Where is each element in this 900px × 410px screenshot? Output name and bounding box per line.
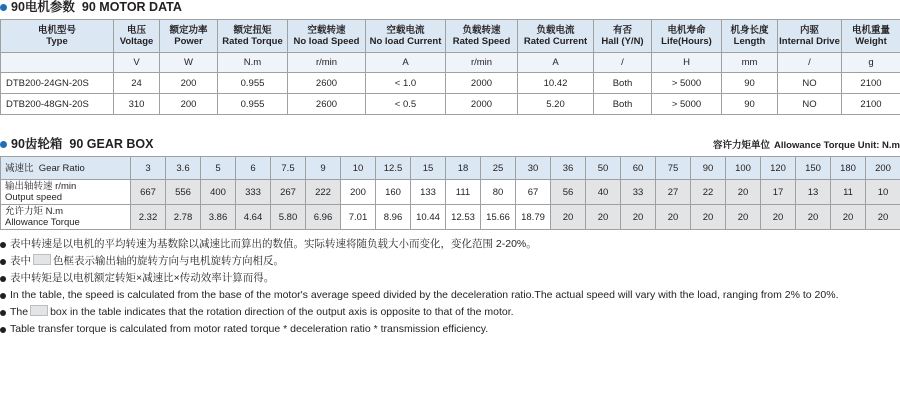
motor-header-cell xyxy=(114,20,160,53)
gear-ratio-cell: 15 xyxy=(411,157,446,180)
motor-header-cell xyxy=(1,20,114,53)
motor-header-cell xyxy=(842,20,900,53)
label-en: Allowance Torque xyxy=(5,217,80,228)
output-speed-cell: 11 xyxy=(831,180,866,205)
output-speed-cell: 556 xyxy=(166,180,201,205)
unit-cell: r/min xyxy=(446,53,518,73)
header-en: Rated Speed xyxy=(452,36,511,47)
gear-ratio-label xyxy=(1,157,131,180)
note-bullet-icon xyxy=(0,242,6,248)
output-speed-cell: 40 xyxy=(586,180,621,205)
gear-ratio-row xyxy=(1,157,900,180)
note-bullet-icon xyxy=(0,310,6,316)
unit-cell: A xyxy=(518,53,594,73)
motor-cell: 2100 xyxy=(842,73,900,94)
allowance-torque-cell: 15.66 xyxy=(481,205,516,230)
header-cn: 电机型号 xyxy=(37,25,76,36)
gear-section-heading xyxy=(0,137,153,151)
allowance-torque-cell: 20 xyxy=(726,205,761,230)
note-item xyxy=(0,271,900,286)
output-speed-cell: 13 xyxy=(796,180,831,205)
gear-ratio-cell: 100 xyxy=(726,157,761,180)
note-text xyxy=(10,254,900,269)
header-cn: 电机寿命 xyxy=(667,25,706,36)
motor-cell: 310 xyxy=(114,94,160,115)
note-bullet-icon xyxy=(0,276,6,282)
output-speed-cell: 67 xyxy=(516,180,551,205)
motor-data-table xyxy=(0,19,900,115)
header-en: Voltage xyxy=(119,36,154,47)
output-speed-cell: 111 xyxy=(446,180,481,205)
gear-ratio-cell: 10 xyxy=(341,157,376,180)
motor-cell: NO xyxy=(778,73,842,94)
gear-ratio-cell: 60 xyxy=(621,157,656,180)
unit-cell: H xyxy=(652,53,722,73)
note-text: Table transfer torque is calculated from motor rated torque * deceleration ratio * transmission efficiency. xyxy=(10,323,489,335)
output-speed-label xyxy=(1,180,131,205)
header-en: No load Current xyxy=(369,36,442,47)
note-item xyxy=(0,237,900,252)
output-speed-cell: 133 xyxy=(411,180,446,205)
unit-cell: / xyxy=(594,53,652,73)
allowance-torque-cell: 10.44 xyxy=(411,205,446,230)
motor-header-cell xyxy=(218,20,288,53)
header-en: No load Speed xyxy=(293,36,360,47)
color-swatch-icon xyxy=(30,305,48,316)
header-cn: 机身长度 xyxy=(730,25,769,36)
output-speed-cell: 400 xyxy=(201,180,236,205)
output-speed-cell: 200 xyxy=(341,180,376,205)
motor-model-cell: DTB200-24GN-20S xyxy=(1,73,114,94)
motor-header-cell xyxy=(446,20,518,53)
output-speed-cell: 160 xyxy=(376,180,411,205)
header-cn: 空载转速 xyxy=(307,25,346,36)
label-en: Gear Ratio xyxy=(38,162,85,174)
note-item xyxy=(0,305,900,320)
output-speed-cell: 56 xyxy=(551,180,586,205)
gear-ratio-cell: 50 xyxy=(586,157,621,180)
motor-header-cell xyxy=(288,20,366,53)
allowance-torque-cell: 20 xyxy=(866,205,900,230)
unit-note-cn: 容许力矩单位 xyxy=(713,140,771,151)
motor-section-heading xyxy=(0,0,900,14)
gear-ratio-cell: 9 xyxy=(306,157,341,180)
allowance-torque-cell: 7.01 xyxy=(341,205,376,230)
motor-cell: < 0.5 xyxy=(366,94,446,115)
motor-cell: Both xyxy=(594,73,652,94)
allowance-torque-cell: 20 xyxy=(551,205,586,230)
motor-header-cell xyxy=(778,20,842,53)
gear-ratio-cell: 90 xyxy=(691,157,726,180)
label-cn: 允许力矩 N.m xyxy=(5,206,64,217)
allowance-torque-cell: 20 xyxy=(656,205,691,230)
motor-cell: < 1.0 xyxy=(366,73,446,94)
unit-cell: A xyxy=(366,53,446,73)
header-en: Rated Torque xyxy=(222,36,283,47)
motor-cell: > 5000 xyxy=(652,73,722,94)
motor-cell: 200 xyxy=(160,94,218,115)
output-speed-cell: 33 xyxy=(621,180,656,205)
gear-ratio-cell: 3.6 xyxy=(166,157,201,180)
header-en: Life(Hours) xyxy=(661,36,712,47)
unit-note-en: Allowance Torque Unit: N.m xyxy=(774,140,900,151)
notes-list xyxy=(0,237,900,337)
motor-cell: 2100 xyxy=(842,94,900,115)
motor-cell: > 5000 xyxy=(652,94,722,115)
output-speed-cell: 267 xyxy=(271,180,306,205)
note-text: In the table, the speed is calculated from the base of the motor's average speed divided by the deceleration ratio.The actual speed will vary with the load, ranging from 2% to 20%. xyxy=(10,289,839,301)
motor-cell: 90 xyxy=(722,73,778,94)
header-en: Weight xyxy=(855,36,887,47)
motor-header-cell xyxy=(594,20,652,53)
note-text-pre: The xyxy=(10,306,29,318)
label-cn: 输出轴转速 r/min xyxy=(5,181,77,192)
note-bullet-icon xyxy=(0,327,6,333)
allowance-torque-cell: 6.96 xyxy=(306,205,341,230)
output-speed-cell: 22 xyxy=(691,180,726,205)
motor-cell: 2000 xyxy=(446,73,518,94)
header-cn: 有否 xyxy=(612,25,632,36)
allowance-torque-cell: 20 xyxy=(621,205,656,230)
output-speed-cell: 80 xyxy=(481,180,516,205)
unit-cell xyxy=(1,53,114,73)
header-cn: 额定扭矩 xyxy=(233,25,272,36)
gear-ratio-cell: 150 xyxy=(796,157,831,180)
gear-ratio-cell: 200 xyxy=(866,157,900,180)
motor-header-cell xyxy=(722,20,778,53)
motor-cell: 0.955 xyxy=(218,73,288,94)
allowance-torque-cell: 5.80 xyxy=(271,205,306,230)
header-en: Power xyxy=(174,36,203,47)
motor-cell: Both xyxy=(594,94,652,115)
header-cn: 负载转速 xyxy=(462,25,501,36)
unit-cell: r/min xyxy=(288,53,366,73)
note-item xyxy=(0,322,900,337)
output-speed-cell: 20 xyxy=(726,180,761,205)
motor-model-cell: DTB200-48GN-20S xyxy=(1,94,114,115)
header-cn: 内驱 xyxy=(799,25,819,36)
header-cn: 空载电流 xyxy=(386,25,425,36)
unit-cell: V xyxy=(114,53,160,73)
gear-ratio-cell: 5 xyxy=(201,157,236,180)
output-speed-cell: 17 xyxy=(761,180,796,205)
header-en: Type xyxy=(46,36,68,47)
output-speed-cell: 667 xyxy=(131,180,166,205)
allowance-torque-cell: 4.64 xyxy=(236,205,271,230)
gear-ratio-cell: 7.5 xyxy=(271,157,306,180)
note-text: 表中转矩是以电机额定转矩×减速比×传动效率计算而得。 xyxy=(10,272,275,284)
output-speed-cell: 10 xyxy=(866,180,900,205)
gear-ratio-cell: 36 xyxy=(551,157,586,180)
motor-header-cell xyxy=(366,20,446,53)
bullet-icon xyxy=(0,4,7,11)
motor-header-cell xyxy=(518,20,594,53)
gear-ratio-cell: 180 xyxy=(831,157,866,180)
motor-cell: 24 xyxy=(114,73,160,94)
unit-cell: g xyxy=(842,53,900,73)
gear-box-table xyxy=(0,156,900,230)
motor-table-units-row xyxy=(1,53,900,73)
motor-cell: 2000 xyxy=(446,94,518,115)
allowance-torque-cell: 20 xyxy=(796,205,831,230)
motor-cell: 0.955 xyxy=(218,94,288,115)
allowance-torque-cell: 20 xyxy=(586,205,621,230)
unit-cell: W xyxy=(160,53,218,73)
label-cn: 减速比 xyxy=(5,162,34,174)
motor-cell: 2600 xyxy=(288,94,366,115)
gear-ratio-cell: 6 xyxy=(236,157,271,180)
output-speed-cell: 222 xyxy=(306,180,341,205)
allowance-torque-cell: 3.86 xyxy=(201,205,236,230)
allowance-torque-cell: 2.32 xyxy=(131,205,166,230)
header-en: Length xyxy=(733,36,766,47)
output-speed-cell: 333 xyxy=(236,180,271,205)
note-bullet-icon xyxy=(0,293,6,299)
header-en: Internal Drive xyxy=(779,36,840,47)
gear-ratio-cell: 30 xyxy=(516,157,551,180)
gear-ratio-cell: 3 xyxy=(131,157,166,180)
unit-cell: mm xyxy=(722,53,778,73)
allowance-torque-unit-note xyxy=(713,137,900,151)
motor-cell: 10.42 xyxy=(518,73,594,94)
allowance-torque-cell: 20 xyxy=(761,205,796,230)
output-speed-cell: 27 xyxy=(656,180,691,205)
color-swatch-icon xyxy=(33,254,51,265)
motor-cell: 200 xyxy=(160,73,218,94)
table-row xyxy=(1,73,900,94)
motor-cell: 90 xyxy=(722,94,778,115)
gear-ratio-cell: 25 xyxy=(481,157,516,180)
note-item xyxy=(0,254,900,269)
allowance-torque-cell: 20 xyxy=(691,205,726,230)
header-cn: 额定功率 xyxy=(169,25,208,36)
header-cn: 电压 xyxy=(126,25,146,36)
note-text-pre: 表中 xyxy=(10,255,31,267)
header-en: Rated Current xyxy=(523,36,588,47)
allowance-torque-cell: 18.79 xyxy=(516,205,551,230)
allowance-torque-cell: 12.53 xyxy=(446,205,481,230)
allowance-torque-cell: 20 xyxy=(831,205,866,230)
motor-table-header-row xyxy=(1,20,900,53)
gear-ratio-cell: 75 xyxy=(656,157,691,180)
note-text-post: 色框表示输出轴的旋转方向与电机旋转方向相反。 xyxy=(53,255,284,267)
header-cn: 电机重量 xyxy=(851,25,890,36)
unit-cell: / xyxy=(778,53,842,73)
motor-section-title-en: 90 MOTOR DATA xyxy=(81,0,182,14)
allowance-torque-cell: 2.78 xyxy=(166,205,201,230)
label-en: Output speed xyxy=(5,192,63,203)
motor-cell: 2600 xyxy=(288,73,366,94)
header-cn: 负载电流 xyxy=(536,25,575,36)
gear-ratio-cell: 12.5 xyxy=(376,157,411,180)
note-text-post: box in the table indicates that the rotation direction of the output axis is opposite to that of the motor. xyxy=(50,306,514,318)
motor-section-title-cn: 90电机参数 xyxy=(11,0,75,14)
gear-ratio-cell: 120 xyxy=(761,157,796,180)
allowance-torque-cell: 8.96 xyxy=(376,205,411,230)
note-text: 表中转速是以电机的平均转速为基数除以减速比而算出的数值。实际转速将随负载大小而变化，变化范围 2-20%。 xyxy=(10,238,537,250)
allowance-torque-label xyxy=(1,205,131,230)
unit-cell: N.m xyxy=(218,53,288,73)
note-item xyxy=(0,288,900,303)
gear-section-title-cn: 90齿轮箱 xyxy=(11,137,63,151)
note-text xyxy=(10,305,900,320)
output-speed-row xyxy=(1,180,900,205)
motor-cell: 5.20 xyxy=(518,94,594,115)
gear-section-heading-row xyxy=(0,137,900,151)
bullet-icon xyxy=(0,141,7,148)
motor-header-cell xyxy=(652,20,722,53)
gear-ratio-cell: 18 xyxy=(446,157,481,180)
gear-section-title-en: 90 GEAR BOX xyxy=(69,137,154,151)
allowance-torque-row xyxy=(1,205,900,230)
motor-header-cell xyxy=(160,20,218,53)
table-row xyxy=(1,94,900,115)
header-en: Hall (Y/N) xyxy=(601,36,644,47)
note-bullet-icon xyxy=(0,259,6,265)
motor-cell: NO xyxy=(778,94,842,115)
